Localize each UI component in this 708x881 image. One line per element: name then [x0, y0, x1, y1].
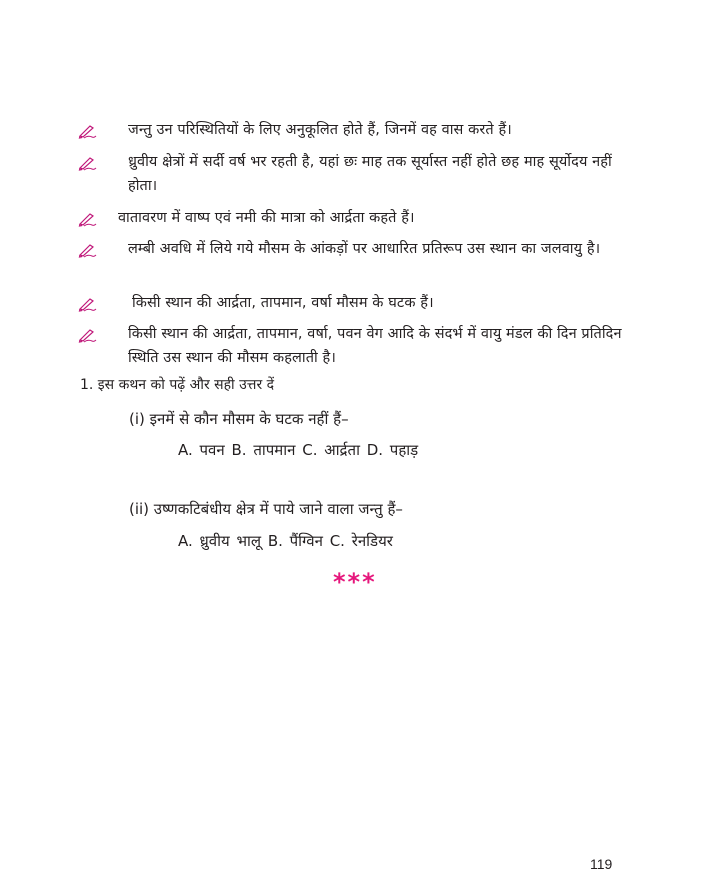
end-mark: ***: [333, 568, 377, 596]
pen-writing-icon: [78, 296, 98, 312]
bullet-text: किसी स्थान की आर्द्रता, तापमान, वर्षा मौसम के घटक हैं।: [132, 295, 434, 311]
bullet-text: वातावरण में वाष्प एवं नमी की मात्रा को आर्द्रता कहते हैं।: [118, 210, 415, 226]
question-prompt: (i) इनमें से कौन मौसम के घटक नहीं हैं–: [129, 410, 349, 428]
question-options: A. पवन B. तापमान C. आर्द्रता D. पहाड़: [178, 441, 419, 459]
pen-writing-icon: [78, 123, 98, 139]
question-prompt: (ii) उष्णकटिबंधीय क्षेत्र में पाये जाने वाला जन्तु हैं–: [129, 500, 403, 518]
bullet-text: जन्तु उन परिस्थितियों के लिए अनुकूलित होते हैं, जिनमें वह वास करते हैं।: [128, 122, 512, 138]
pen-writing-icon: [78, 155, 98, 171]
question-options: A. ध्रुवीय भालू B. पैंग्विन C. रेनडियर: [178, 532, 393, 550]
pen-writing-icon: [78, 327, 98, 343]
page-number: 119: [590, 856, 613, 872]
bullet-text: किसी स्थान की आर्द्रता, तापमान, वर्षा, पवन वेग आदि के संदर्भ में वायु मंडल की दिन प्रतिदिन स्थिति उस स्थान की मौसम कहलाती है।: [128, 326, 622, 366]
pen-writing-icon: [78, 242, 98, 258]
pen-writing-icon: [78, 211, 98, 227]
bullet-text: लम्बी अवधि में लिये गये मौसम के आंकड़ों पर आधारित प्रतिरूप उस स्थान का जलवायु है।: [128, 241, 601, 257]
bullet-text: ध्रुवीय क्षेत्रों में सर्दी वर्ष भर रहती है, यहां छः माह तक सूर्यास्त नहीं होते छह माह सूर्योदय नहीं होता।: [128, 154, 612, 194]
question-title: 1. इस कथन को पढ़ें और सही उत्तर दें: [80, 377, 275, 393]
